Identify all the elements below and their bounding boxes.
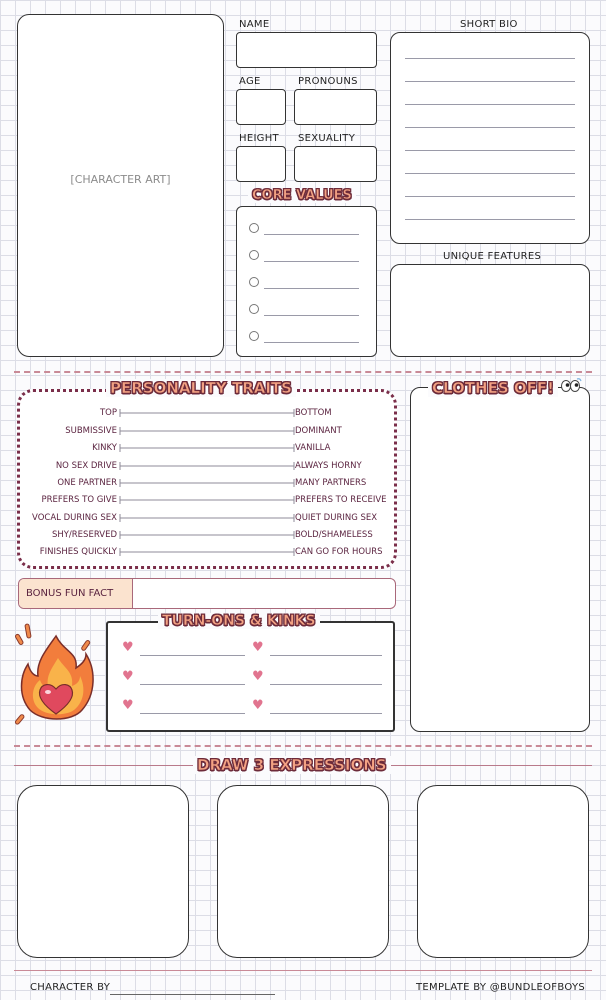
pronouns-label: PRONOUNS <box>298 76 358 87</box>
trait-left-label: ONE PARTNER <box>57 478 117 488</box>
expression-box-1[interactable] <box>17 785 189 958</box>
age-field[interactable] <box>236 89 286 125</box>
clothes-off-title: CLOTHES OFF! <box>428 379 558 397</box>
bonus-fun-fact-label: BONUS FUN FACT <box>19 579 133 608</box>
kink-line <box>270 655 382 656</box>
bio-line <box>405 81 575 82</box>
core-value-line <box>264 261 359 262</box>
name-label: NAME <box>239 19 270 30</box>
core-values-title: CORE VALUES <box>248 188 356 203</box>
core-value-line <box>264 288 359 289</box>
trait-left-label: NO SEX DRIVE <box>55 461 117 471</box>
pronouns-field[interactable] <box>294 89 377 125</box>
trait-left-label: PREFERS TO GIVE <box>41 495 117 505</box>
core-value-bullet-icon <box>249 223 259 233</box>
turn-ons-kinks-box[interactable] <box>106 621 395 732</box>
core-value-line <box>264 234 359 235</box>
trait-right-label: VANILLA <box>295 443 331 453</box>
character-art-placeholder: [CHARACTER ART] <box>70 173 171 186</box>
sexuality-label: SEXUALITY <box>298 133 356 144</box>
heart-bullet-icon: ♥ <box>252 669 264 684</box>
section-divider <box>14 371 592 373</box>
eyes-emoji-icon <box>560 378 582 392</box>
unique-features-box[interactable] <box>390 264 590 357</box>
bio-line <box>405 150 575 151</box>
bio-line <box>405 196 575 197</box>
height-label: HEIGHT <box>239 133 279 144</box>
footer-rule <box>14 970 592 971</box>
trait-right-label: ALWAYS HORNY <box>295 461 362 471</box>
core-value-bullet-icon <box>249 331 259 341</box>
core-value-bullet-icon <box>249 304 259 314</box>
kink-line <box>270 713 382 714</box>
draw-expressions-title: DRAW 3 EXPRESSIONS <box>193 756 391 774</box>
trait-left-label: SUBMISSIVE <box>65 426 117 436</box>
turn-ons-kinks-title: TURN-ONS & KINKS <box>158 613 320 629</box>
kink-line <box>140 713 245 714</box>
name-field[interactable] <box>236 32 377 68</box>
personality-traits-box[interactable] <box>17 389 397 569</box>
heart-bullet-icon: ♥ <box>252 640 264 655</box>
trait-right-label: DOMINANT <box>295 426 342 436</box>
character-by-line[interactable] <box>110 994 275 995</box>
trait-right-label: CAN GO FOR HOURS <box>295 547 383 557</box>
flaming-heart-icon <box>12 622 100 732</box>
trait-left-label: KINKY <box>92 443 117 453</box>
sexuality-field[interactable] <box>294 146 377 182</box>
trait-left-label: TOP <box>99 408 117 418</box>
bio-line <box>405 219 575 220</box>
core-values-box[interactable] <box>236 206 377 357</box>
bio-line <box>405 104 575 105</box>
height-field[interactable] <box>236 146 286 182</box>
trait-left-label: SHY/RESERVED <box>51 530 117 540</box>
core-value-line <box>264 315 359 316</box>
trait-right-label: PREFERS TO RECEIVE <box>295 495 387 505</box>
heart-bullet-icon: ♥ <box>122 640 134 655</box>
age-label: AGE <box>239 76 261 87</box>
trait-left-label: VOCAL DURING SEX <box>32 513 117 523</box>
bonus-fun-fact-field[interactable] <box>18 578 396 609</box>
heart-bullet-icon: ♥ <box>122 669 134 684</box>
clothes-off-box[interactable] <box>410 387 590 732</box>
expression-box-3[interactable] <box>417 785 589 958</box>
core-value-bullet-icon <box>249 250 259 260</box>
character-by-label: CHARACTER BY <box>30 982 111 993</box>
bio-line <box>405 58 575 59</box>
trait-right-label: BOLD/SHAMELESS <box>295 530 373 540</box>
short-bio-box[interactable] <box>390 32 590 244</box>
kink-line <box>140 655 245 656</box>
bio-line <box>405 127 575 128</box>
expression-box-2[interactable] <box>217 785 389 958</box>
trait-right-label: MANY PARTNERS <box>295 478 367 488</box>
trait-right-label: BOTTOM <box>295 408 332 418</box>
kink-line <box>270 684 382 685</box>
personality-traits-title: PERSONALITY TRAITS <box>106 379 296 397</box>
core-value-bullet-icon <box>249 277 259 287</box>
core-value-line <box>264 342 359 343</box>
template-credit: TEMPLATE BY @BUNDLEOFBOYS <box>416 982 585 993</box>
bio-line <box>405 173 575 174</box>
section-divider <box>14 745 592 747</box>
heart-bullet-icon: ♥ <box>252 698 264 713</box>
unique-features-label: UNIQUE FEATURES <box>443 251 542 262</box>
trait-right-label: QUIET DURING SEX <box>295 513 378 523</box>
kink-line <box>140 684 245 685</box>
trait-left-label: FINISHES QUICKLY <box>39 547 117 557</box>
character-art-box[interactable] <box>17 14 224 357</box>
heart-bullet-icon: ♥ <box>122 698 134 713</box>
short-bio-label: SHORT BIO <box>460 19 518 30</box>
